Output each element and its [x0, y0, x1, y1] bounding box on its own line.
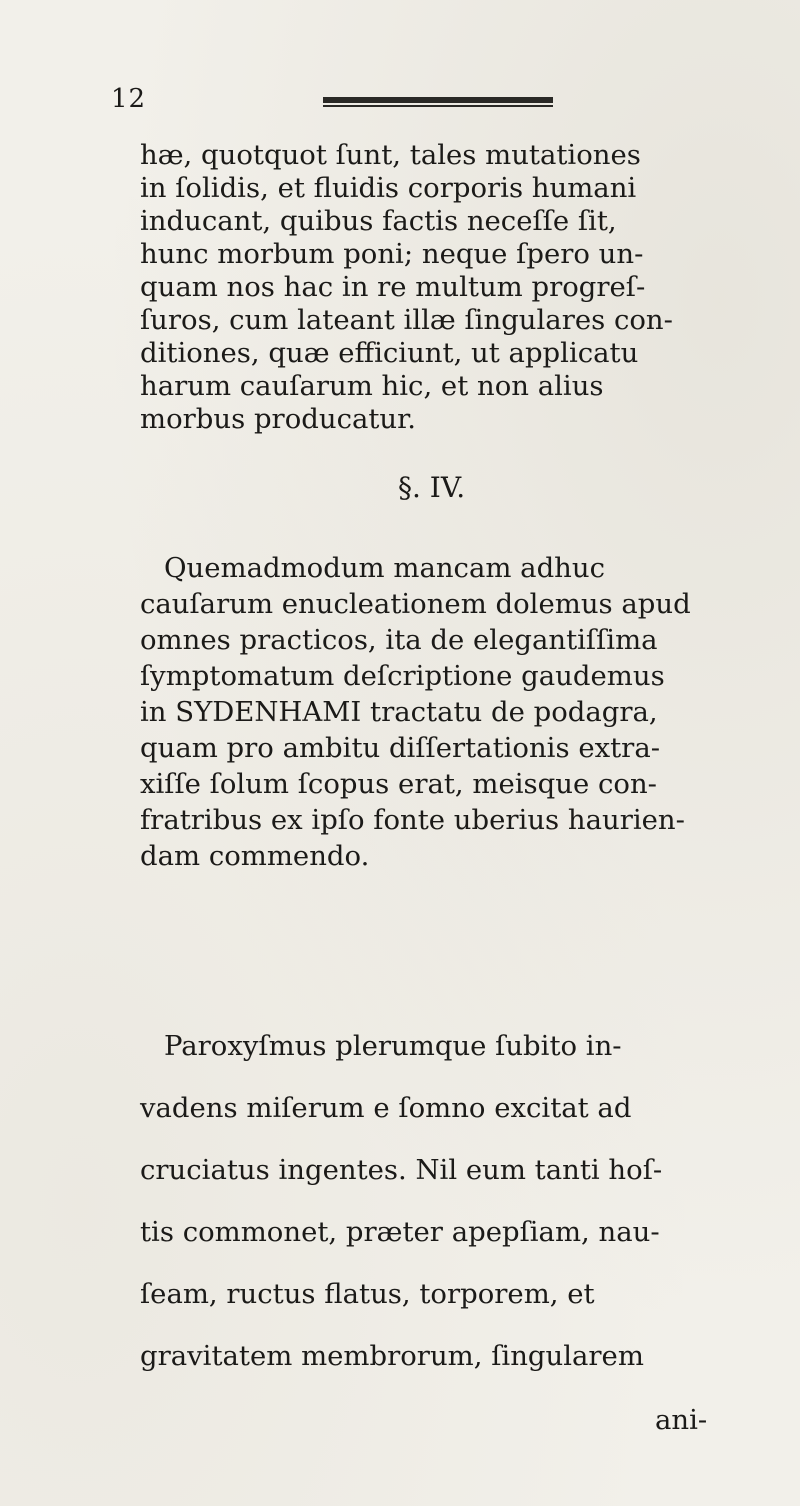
header-ornament-rule [323, 97, 553, 107]
paragraph-2-line-7: xiſſe ſolum ſcopus erat, meisque con- [140, 768, 657, 800]
paragraph-1-line-5: quam nos hac in re multum progreſ- [140, 271, 646, 303]
paragraph-3-line-6: gravitatem membrorum, ſingularem [140, 1340, 644, 1372]
section-heading: §. IV. [398, 471, 466, 504]
paragraph-3-line-5: ſeam, ructus flatus, torporem, et [140, 1278, 595, 1310]
paragraph-2-line-9: dam commendo. [140, 840, 370, 872]
paragraph-2-line-1: Quemadmodum mancam adhuc [164, 552, 605, 584]
paragraph-2-line-5: in SYDENHAMI tractatu de podagra, [140, 696, 658, 728]
header-rule-thin [323, 105, 553, 107]
paragraph-3-line-4: tis commonet, præter apepſiam, nau- [140, 1216, 660, 1248]
paragraph-3-line-1: Paroxyſmus plerumque ſubito in- [164, 1030, 622, 1062]
paragraph-2-line-4: ſymptomatum deſcriptione gaudemus [140, 660, 665, 692]
paragraph-3-line-2: vadens miſerum e ſomno excitat ad [140, 1092, 632, 1124]
paragraph-1-line-6: ſuros, cum lateant illæ ſingulares con- [140, 304, 673, 336]
paragraph-1-line-1: hæ, quotquot ſunt, tales mutationes [140, 139, 641, 171]
paragraph-1-line-9: morbus producatur. [140, 403, 416, 435]
paragraph-2-line-8: fratribus ex ipſo fonte uberius haurien- [140, 804, 685, 836]
paragraph-2-line-6: quam pro ambitu diſſertationis extra- [140, 732, 661, 764]
paragraph-1-line-8: harum cauſarum hic, et non alius [140, 370, 604, 402]
paragraph-3-line-3: cruciatus ingentes. Nil eum tanti hoſ- [140, 1154, 663, 1186]
paragraph-2-line-2: cauſarum enucleationem dolemus apud [140, 588, 691, 620]
catchword: ani- [655, 1404, 708, 1436]
page-number: 12 [111, 84, 147, 114]
paragraph-1-line-2: in ſolidis, et fluidis corporis humani [140, 172, 637, 204]
paragraph-2-line-3: omnes practicos, ita de elegantiſſima [140, 624, 658, 656]
header-rule-thick [323, 97, 553, 103]
paragraph-1-line-3: inducant, quibus factis neceſſe ſit, [140, 205, 617, 237]
paragraph-1-line-4: hunc morbum poni; neque ſpero un- [140, 238, 644, 270]
paragraph-1-line-7: ditiones, quæ efficiunt, ut applicatu [140, 337, 639, 369]
